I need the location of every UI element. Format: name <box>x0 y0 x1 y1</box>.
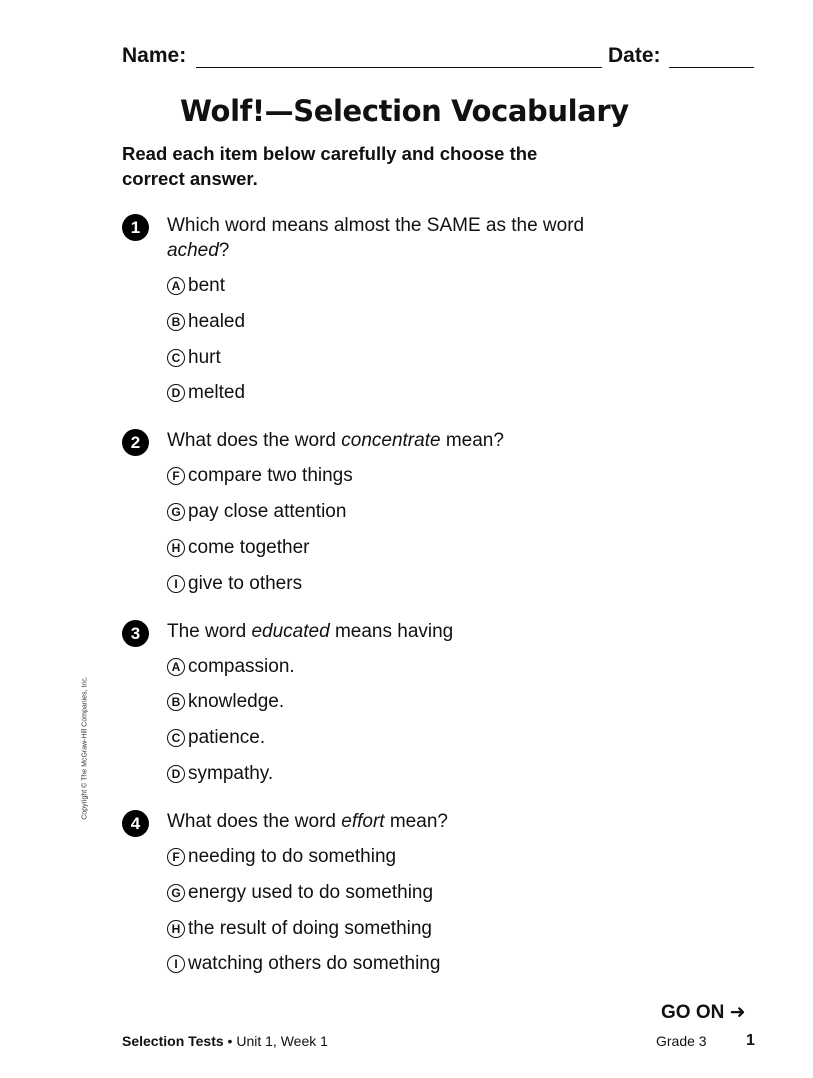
answer-option[interactable] <box>167 464 353 488</box>
answer-bubble[interactable]: A <box>167 277 185 295</box>
instructions: Read each item below carefully and choose the correct answer. <box>122 143 538 189</box>
answer-text: give to others <box>188 573 303 594</box>
answer-text: bent <box>188 275 225 296</box>
question-number: 3 <box>122 620 149 647</box>
question-text: What does the word effort mean? <box>167 811 448 832</box>
answer-option[interactable] <box>167 726 265 750</box>
answer-text: sympathy. <box>188 763 274 784</box>
answer-bubble[interactable]: F <box>167 848 185 866</box>
answer-option[interactable] <box>167 655 295 679</box>
answer-option[interactable] <box>167 845 396 869</box>
answer-text: energy used to do something <box>188 882 434 903</box>
answer-option[interactable] <box>167 762 273 786</box>
date-field[interactable] <box>669 67 754 68</box>
answer-bubble[interactable]: C <box>167 729 185 747</box>
answer-text: healed <box>188 311 246 332</box>
answer-text: pay close attention <box>188 501 347 522</box>
answer-text: the result of doing something <box>188 918 432 939</box>
go-on-label: GO ON ➜ <box>661 1002 746 1023</box>
answer-option[interactable] <box>167 274 225 298</box>
copyright-notice: Copyright © The McGraw-Hill Companies, Inc. <box>81 676 89 820</box>
question-number: 4 <box>122 810 149 837</box>
answer-bubble[interactable]: F <box>167 467 185 485</box>
answer-bubble[interactable]: A <box>167 658 185 676</box>
name-label: Name: <box>122 44 187 67</box>
answer-text: knowledge. <box>188 691 285 712</box>
answer-text: hurt <box>188 347 221 368</box>
header <box>122 44 754 70</box>
answer-option[interactable] <box>167 536 309 560</box>
answer-option[interactable] <box>167 952 440 976</box>
answer-option[interactable] <box>167 381 245 405</box>
name-field[interactable] <box>196 67 602 68</box>
page-title: Wolf!—Selection Vocabulary <box>180 94 629 128</box>
answer-option[interactable] <box>167 690 284 714</box>
answer-text: compassion. <box>188 656 295 677</box>
answer-bubble[interactable]: H <box>167 539 185 557</box>
answer-option[interactable] <box>167 917 432 941</box>
footer-grade: Grade 3 <box>656 1033 707 1049</box>
answer-option[interactable] <box>167 881 433 905</box>
answer-text: patience. <box>188 727 266 748</box>
answer-text: compare two things <box>188 465 353 486</box>
answer-option[interactable] <box>167 500 346 524</box>
answer-option[interactable] <box>167 310 245 334</box>
answer-option[interactable] <box>167 346 221 370</box>
question-text: Which word means almost the SAME as the word ached? <box>167 215 585 261</box>
answer-text: watching others do something <box>188 953 441 974</box>
answer-bubble[interactable]: I <box>167 955 185 973</box>
answer-text: needing to do something <box>188 846 397 867</box>
question-number: 2 <box>122 429 149 456</box>
answer-bubble[interactable]: D <box>167 765 185 783</box>
question-text: The word educated means having <box>167 621 454 642</box>
answer-bubble[interactable]: G <box>167 884 185 902</box>
answer-option[interactable] <box>167 572 302 596</box>
answer-bubble[interactable]: B <box>167 313 185 331</box>
answer-text: melted <box>188 382 246 403</box>
date-label: Date: <box>608 44 661 67</box>
question-number: 1 <box>122 214 149 241</box>
answer-bubble[interactable]: H <box>167 920 185 938</box>
answer-text: come together <box>188 537 310 558</box>
answer-bubble[interactable]: D <box>167 384 185 402</box>
answer-bubble[interactable]: B <box>167 693 185 711</box>
answer-bubble[interactable]: G <box>167 503 185 521</box>
question-text: What does the word concentrate mean? <box>167 430 504 451</box>
page-number: 1 <box>746 1032 755 1049</box>
answer-bubble[interactable]: C <box>167 349 185 367</box>
footer-test-info: Selection Tests • Unit 1, Week 1 <box>122 1033 328 1049</box>
answer-bubble[interactable]: I <box>167 575 185 593</box>
